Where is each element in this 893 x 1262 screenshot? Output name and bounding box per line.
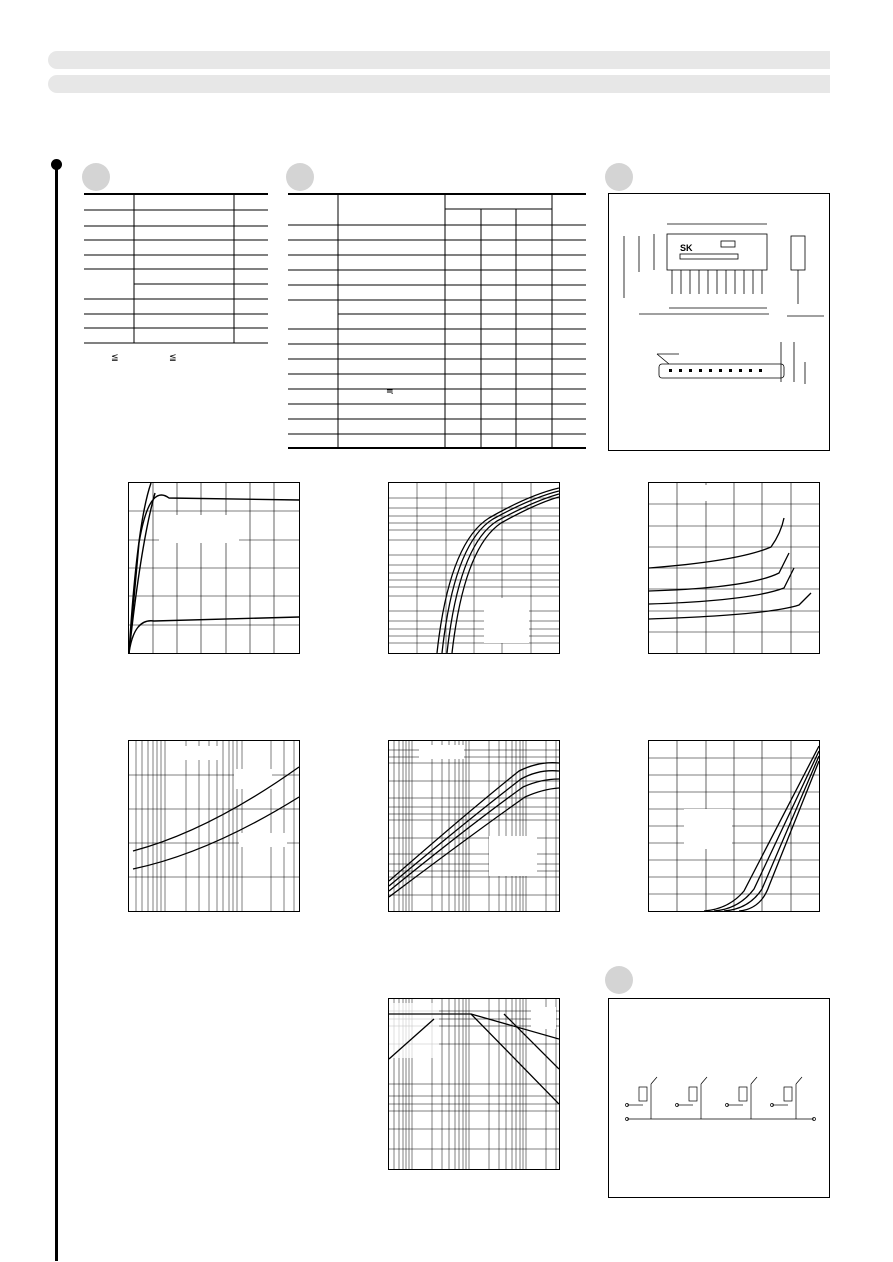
equivalent-circuit [609, 999, 829, 1197]
package-outline-frame [608, 193, 830, 451]
page-spine [55, 164, 58, 1261]
approx-sign: ≒ [386, 386, 394, 396]
chart-1 [128, 482, 300, 654]
package-logo: SK [680, 243, 693, 253]
section-marker-circuit [605, 966, 633, 994]
footnote-sign-1: ≦ [111, 352, 119, 362]
section-marker-ratings [82, 163, 110, 191]
timeline-dot [51, 159, 62, 170]
package-drawing [609, 194, 829, 450]
electrical-table [288, 193, 588, 451]
chart-4 [128, 740, 300, 912]
section-marker-package [605, 163, 633, 191]
header-band-lower [48, 75, 830, 93]
chart-3 [648, 482, 820, 654]
ratings-table [84, 193, 270, 363]
chart-2 [388, 482, 560, 654]
footnote-sign-2: ≦ [169, 352, 177, 362]
section-marker-electrical [286, 163, 314, 191]
header-band-upper [48, 51, 830, 69]
chart-7 [388, 998, 560, 1170]
circuit-frame [608, 998, 830, 1198]
chart-6 [648, 740, 820, 912]
chart-5 [388, 740, 560, 912]
